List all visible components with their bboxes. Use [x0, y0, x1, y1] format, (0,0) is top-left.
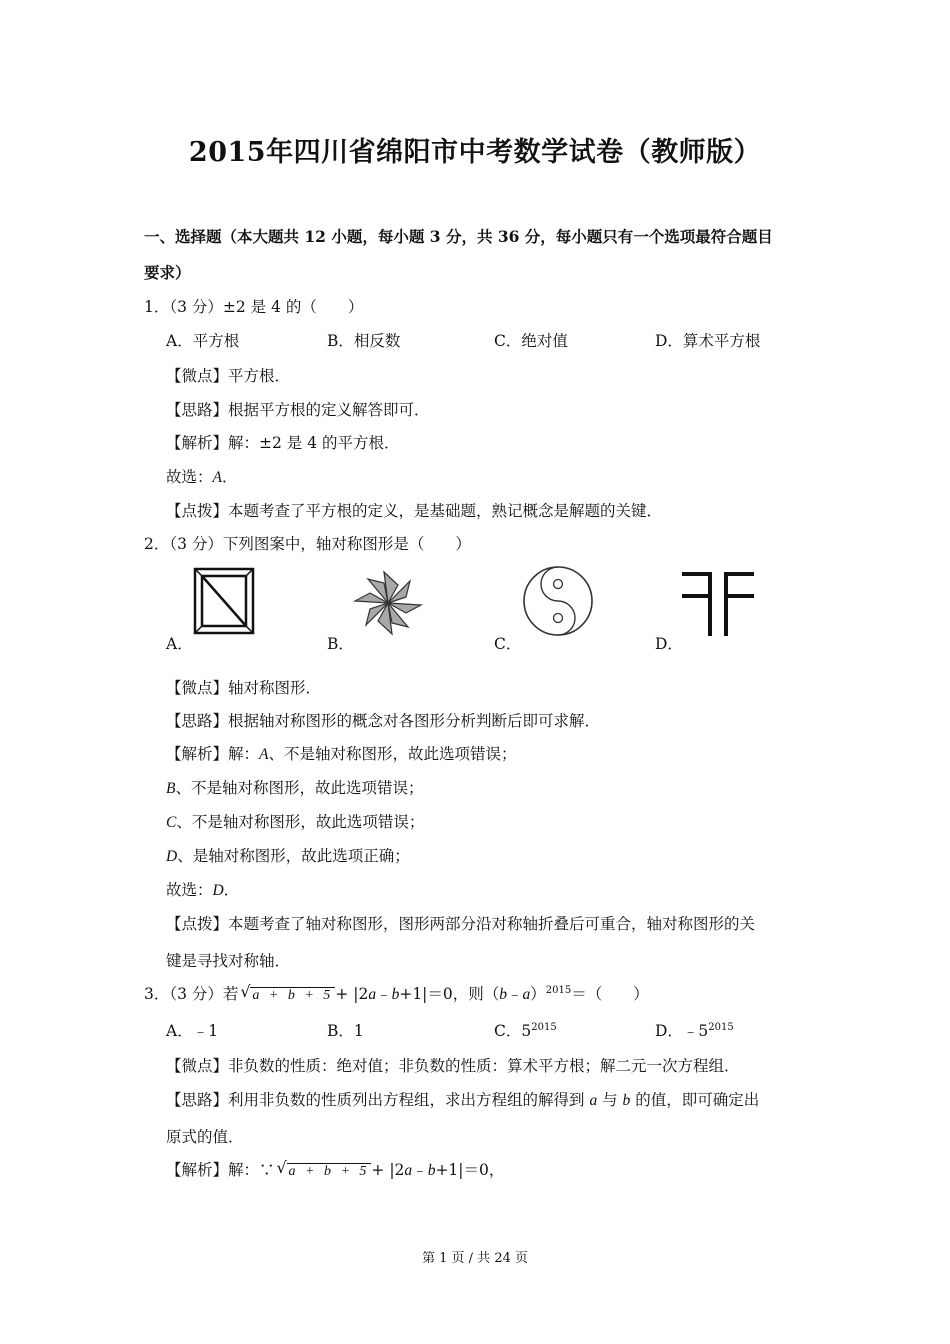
- q3-jiexi: [166, 1160, 504, 1182]
- q2-letter-b: B: [166, 780, 176, 797]
- q2-text-d: 、是轴对称图形，故此选项正确；: [177, 847, 410, 865]
- q3-option-d-base: D．﹣5: [655, 1022, 709, 1040]
- q3-stem-b: b: [499, 986, 508, 1003]
- q2-text-a: 、不是轴对称图形，故此选项错误；: [268, 745, 517, 763]
- q3-jiexi-mid: + |2: [371, 1161, 405, 1179]
- page-footer: 第 1 页 / 共 24 页: [422, 1251, 528, 1266]
- q2-jiexi-a: [166, 744, 517, 765]
- q2-silu: 【思路】根据轴对称图形的概念对各图形分析判断后即可求解．: [166, 712, 601, 730]
- q3-stem: [144, 984, 649, 1006]
- q1-answer-letter: A: [212, 469, 222, 486]
- q2-answer-letter: D: [212, 882, 224, 899]
- q2-letter-d: D: [166, 848, 178, 865]
- q2-letter-a: A: [259, 746, 269, 763]
- q3-stem-minus: ﹣: [507, 985, 523, 1003]
- q2-weidian: 【微点】轴对称图形．: [166, 679, 322, 697]
- q2-figure-c-taiji: [520, 565, 596, 637]
- q1-answer-label: 故选：: [166, 468, 213, 486]
- q1-option-d: D．算术平方根: [655, 332, 761, 350]
- q3-silu-mid: 与: [597, 1091, 623, 1109]
- q3-jiexi-minus: ﹣: [412, 1161, 428, 1179]
- q2-jiexi-prefix: 【解析】解：: [166, 745, 260, 763]
- q2-dianbo-line1: 【点拨】本题考查了轴对称图形，图形两部分沿对称轴折叠后可重合，轴对称图形的关: [166, 915, 756, 933]
- q3-weidian: 【微点】非负数的性质：绝对值；非负数的性质：算术平方根；解二元一次方程组．: [166, 1057, 740, 1075]
- q1-option-a: A．平方根: [166, 332, 240, 350]
- q3-option-d-exp: 2015: [708, 1022, 734, 1033]
- q1-stem: 1．（3 分）±2 是 4 的（ ）: [144, 298, 364, 316]
- q3-jiexi-end: +1|＝0，: [435, 1161, 505, 1179]
- q2-figure-a-square-diagonal: [193, 567, 255, 635]
- q1-weidian: 【微点】平方根．: [166, 367, 291, 385]
- q3-silu-line2: 原式的值．: [166, 1128, 244, 1146]
- q3-option-c-exp: 2015: [531, 1022, 557, 1033]
- q2-text-c: 、不是轴对称图形，故此选项错误；: [176, 813, 425, 831]
- q3-stem-mid2: +1|＝0，则（: [399, 985, 500, 1003]
- q1-option-c: C．绝对值: [494, 332, 568, 350]
- q2-option-c: C．: [494, 635, 522, 653]
- q1-silu: 【思路】根据平方根的定义解答即可．: [166, 401, 430, 419]
- q1-answer-end: ．: [221, 468, 238, 486]
- q3-jiexi-radicand: a + b + 5: [288, 1164, 370, 1179]
- q2-option-b: B．: [327, 635, 354, 653]
- q3-stem-end: ＝（ ）: [571, 985, 649, 1003]
- q3-jiexi-b: b: [427, 1162, 436, 1179]
- q3-minus: ﹣: [376, 985, 392, 1003]
- q3-stem-prefix: 3．（3 分）若: [144, 985, 239, 1003]
- section-heading-line2: 要求）: [144, 263, 191, 282]
- q3-silu-a: a: [589, 1092, 598, 1109]
- q3-var-a: a: [368, 986, 377, 1003]
- q2-answer-end: ．: [223, 881, 240, 899]
- section-heading-line1: 一、选择题（本大题共 12 小题，每小题 3 分，共 36 分，每小题只有一个选项最符合题目: [144, 227, 773, 246]
- q1-dianbo: 【点拨】本题考查了平方根的定义，是基础题，熟记概念是解题的关键．: [166, 502, 663, 520]
- q3-stem-close: ）: [530, 985, 546, 1003]
- q3-stem-mid: + |2: [335, 985, 369, 1003]
- q3-silu-end: 的值，即可确定出: [630, 1091, 760, 1109]
- q3-jiexi-prefix: 【解析】解：∵: [166, 1161, 275, 1179]
- q3-option-a: A．﹣1: [166, 1022, 219, 1040]
- q3-exponent: 2015: [545, 985, 572, 996]
- q3-silu-line1: [166, 1090, 759, 1111]
- q3-sqrt: √ a + b + 5: [240, 982, 334, 1003]
- q3-option-c-base: C．5: [494, 1022, 532, 1040]
- q1-jiexi: 【解析】解：±2 是 4 的平方根．: [166, 434, 400, 452]
- q1-answer: [166, 467, 238, 488]
- q2-option-a: A．: [166, 635, 193, 653]
- q3-var-b: b: [391, 986, 400, 1003]
- q2-letter-c: C: [166, 814, 177, 831]
- q2-stem: 2．（3 分）下列图案中，轴对称图形是（ ）: [144, 535, 471, 553]
- q3-option-c: [494, 1021, 557, 1041]
- q2-jiexi-b: [166, 778, 423, 799]
- q2-jiexi-c: [166, 812, 424, 833]
- q2-dianbo-line2: 键是寻找对称轴．: [166, 952, 291, 970]
- q3-option-d: [655, 1021, 734, 1041]
- q3-option-b: B．1: [327, 1022, 364, 1040]
- q3-jiexi-sqrt: √ a + b + 5: [276, 1158, 370, 1179]
- q2-figure-d-bars: [682, 570, 754, 638]
- q2-answer-label: 故选：: [166, 881, 213, 899]
- q2-jiexi-d: [166, 846, 410, 867]
- q1-option-b: B．相反数: [327, 332, 401, 350]
- page-title: 2015年四川省绵阳市中考数学试卷（教师版）: [188, 137, 762, 168]
- q3-radicand: a + b + 5: [252, 988, 334, 1003]
- q2-option-d: D．: [655, 635, 683, 653]
- q3-silu-b: b: [622, 1092, 631, 1109]
- q2-text-b: 、不是轴对称图形，故此选项错误；: [175, 779, 424, 797]
- q3-jiexi-a: a: [404, 1162, 413, 1179]
- q2-answer: [166, 880, 239, 901]
- q3-silu-prefix: 【思路】利用非负数的性质列出方程组，求出方程组的解得到: [166, 1091, 590, 1109]
- q3-stem-a: a: [522, 986, 531, 1003]
- q2-figure-b-pinwheel: [352, 570, 424, 636]
